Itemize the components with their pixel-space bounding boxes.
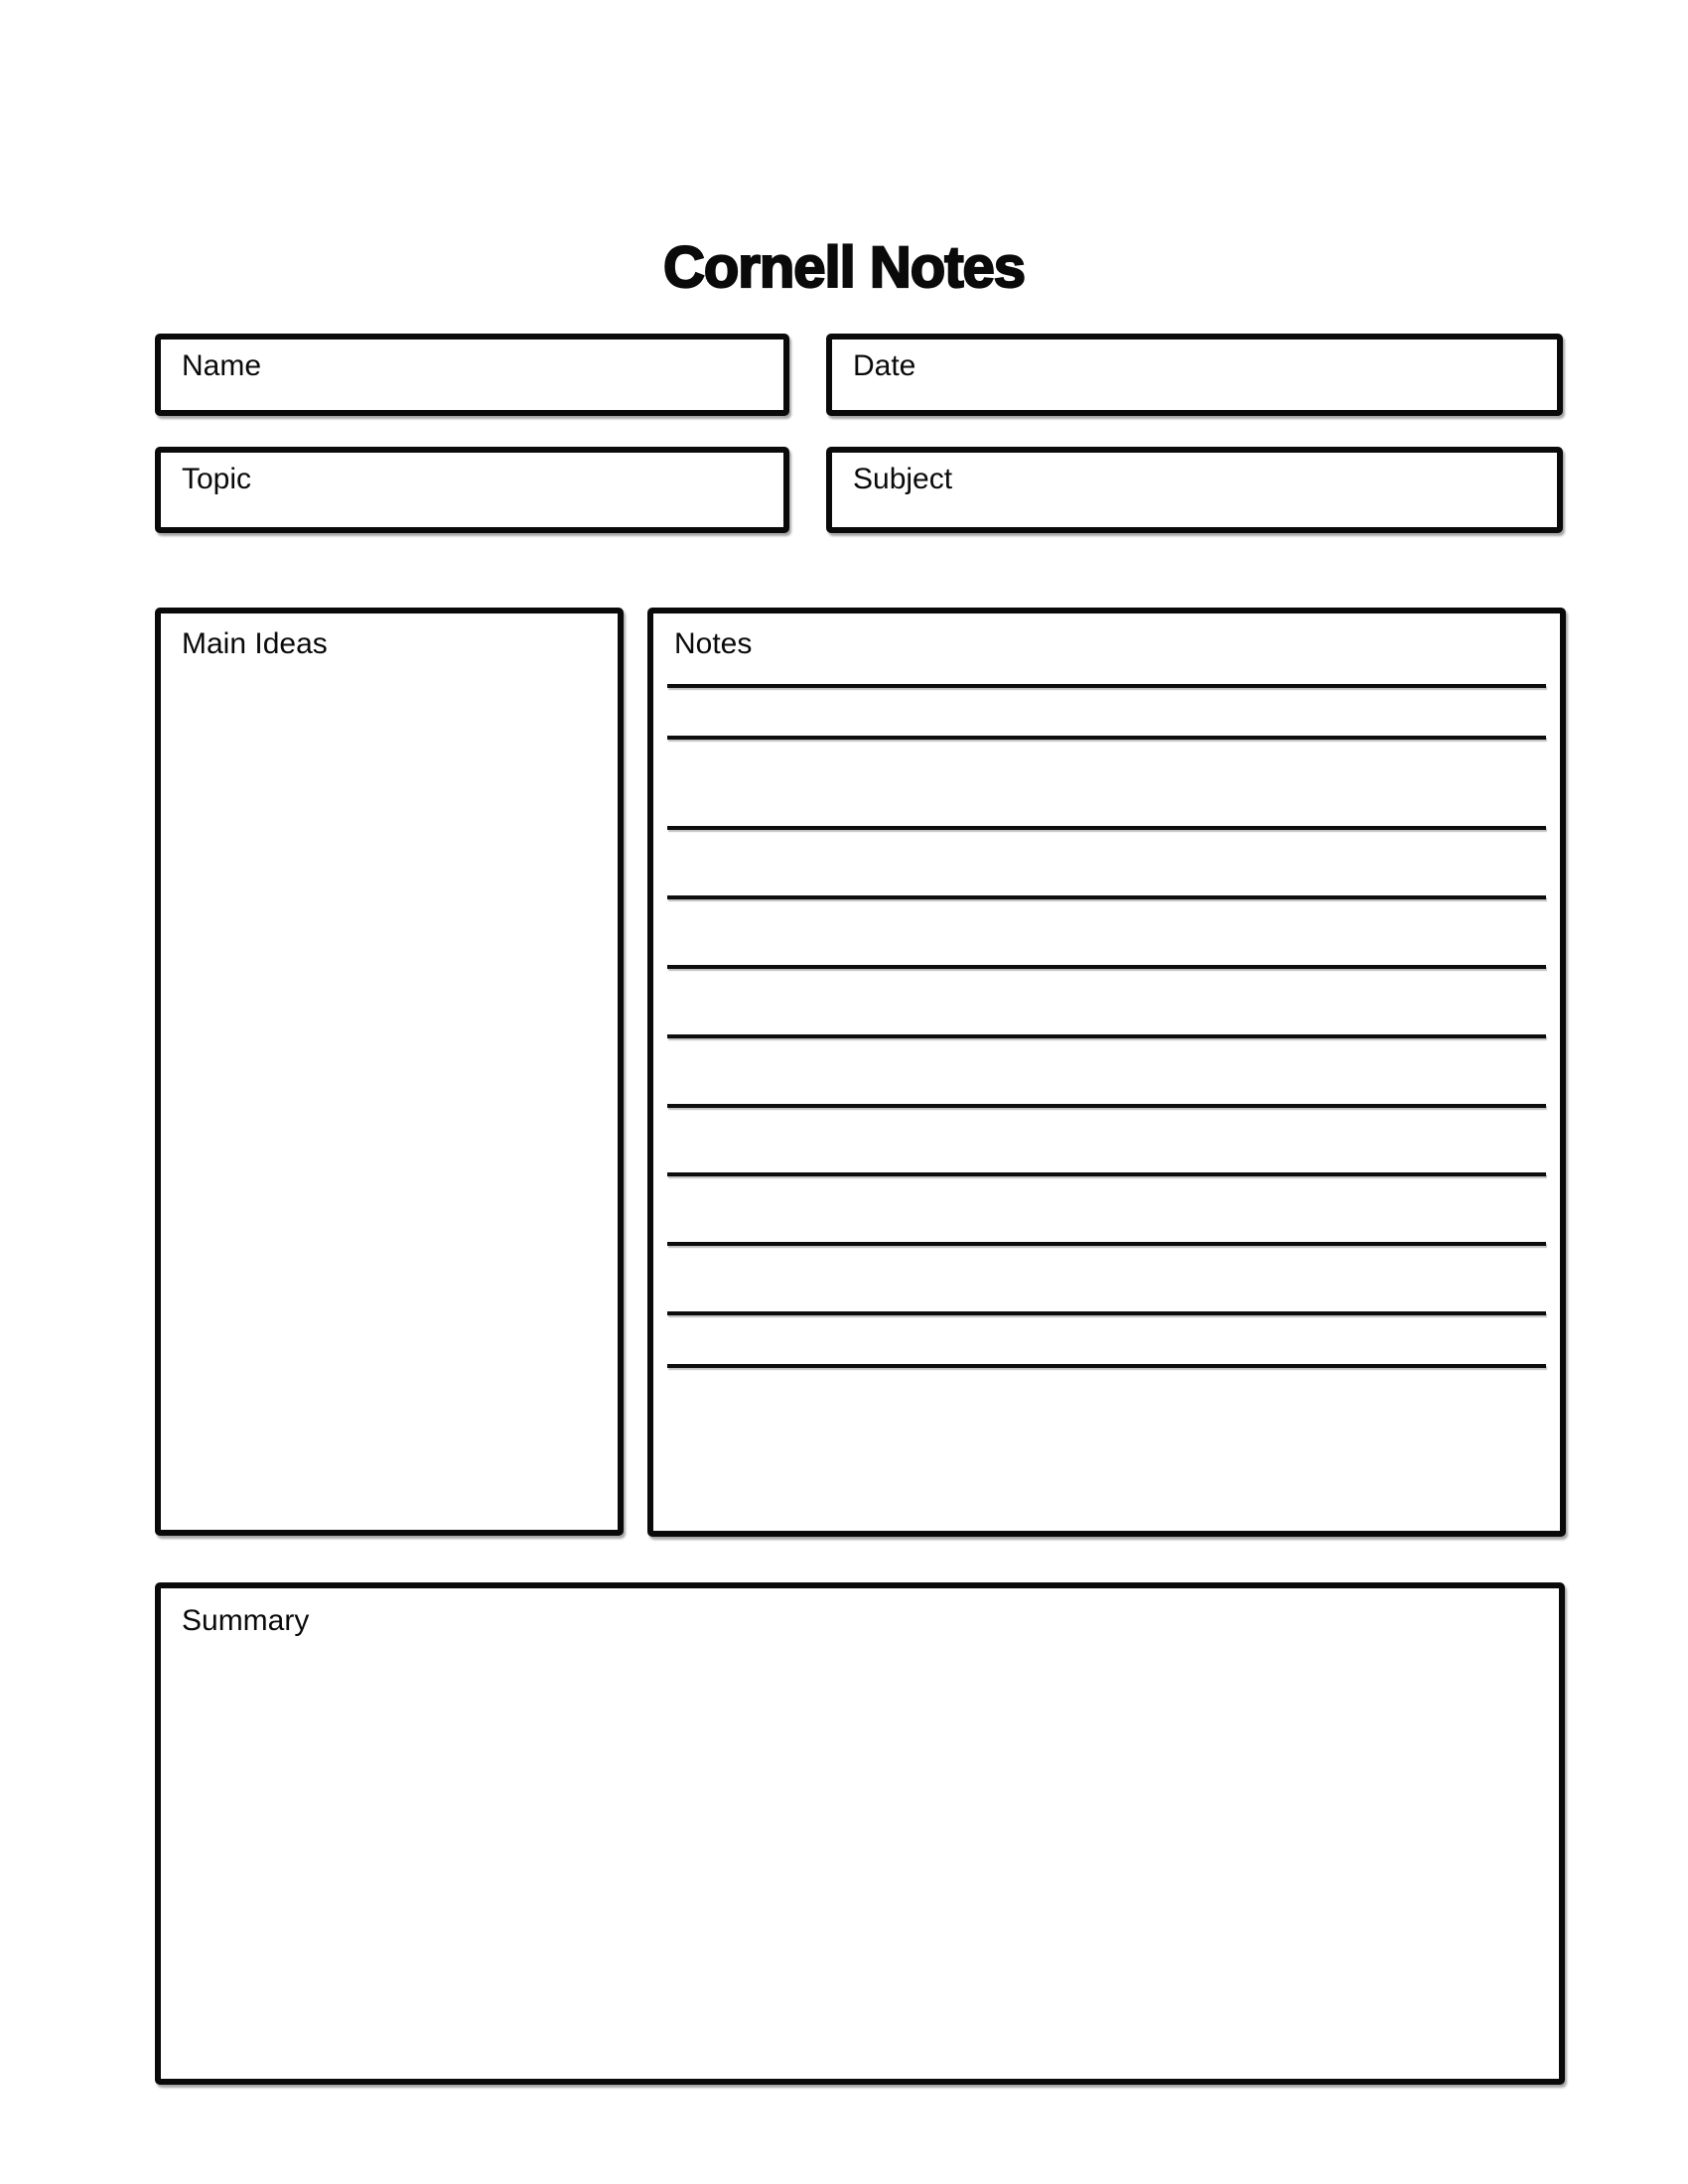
- subject-field[interactable]: [826, 447, 1563, 533]
- notes-ruled-line: [667, 684, 1546, 688]
- summary-label: Summary: [182, 1604, 310, 1637]
- date-field-label: Date: [853, 349, 916, 382]
- notes-ruled-line: [667, 1034, 1546, 1038]
- notes-ruled-line: [667, 1364, 1546, 1368]
- subject-field-label: Subject: [853, 463, 953, 495]
- notes-ruled-line: [667, 965, 1546, 969]
- notes-ruled-line: [667, 826, 1546, 830]
- date-field[interactable]: [826, 334, 1563, 416]
- topic-field-label: Topic: [182, 463, 252, 495]
- page-title: Cornell Notes: [662, 235, 1026, 300]
- notes-ruled-line: [667, 895, 1546, 899]
- notes-ruled-line: [667, 1172, 1546, 1176]
- notes-area[interactable]: [647, 608, 1566, 1537]
- summary-area[interactable]: [155, 1582, 1565, 2085]
- notes-ruled-line: [667, 736, 1546, 740]
- main-ideas-label: Main Ideas: [182, 627, 328, 660]
- notes-label: Notes: [674, 627, 753, 660]
- notes-ruled-line: [667, 1104, 1546, 1108]
- notes-ruled-line: [667, 1311, 1546, 1315]
- name-field[interactable]: [155, 334, 789, 416]
- notes-ruled-line: [667, 1242, 1546, 1246]
- name-field-label: Name: [182, 349, 262, 382]
- topic-field[interactable]: [155, 447, 789, 533]
- main-ideas-area[interactable]: [155, 608, 624, 1536]
